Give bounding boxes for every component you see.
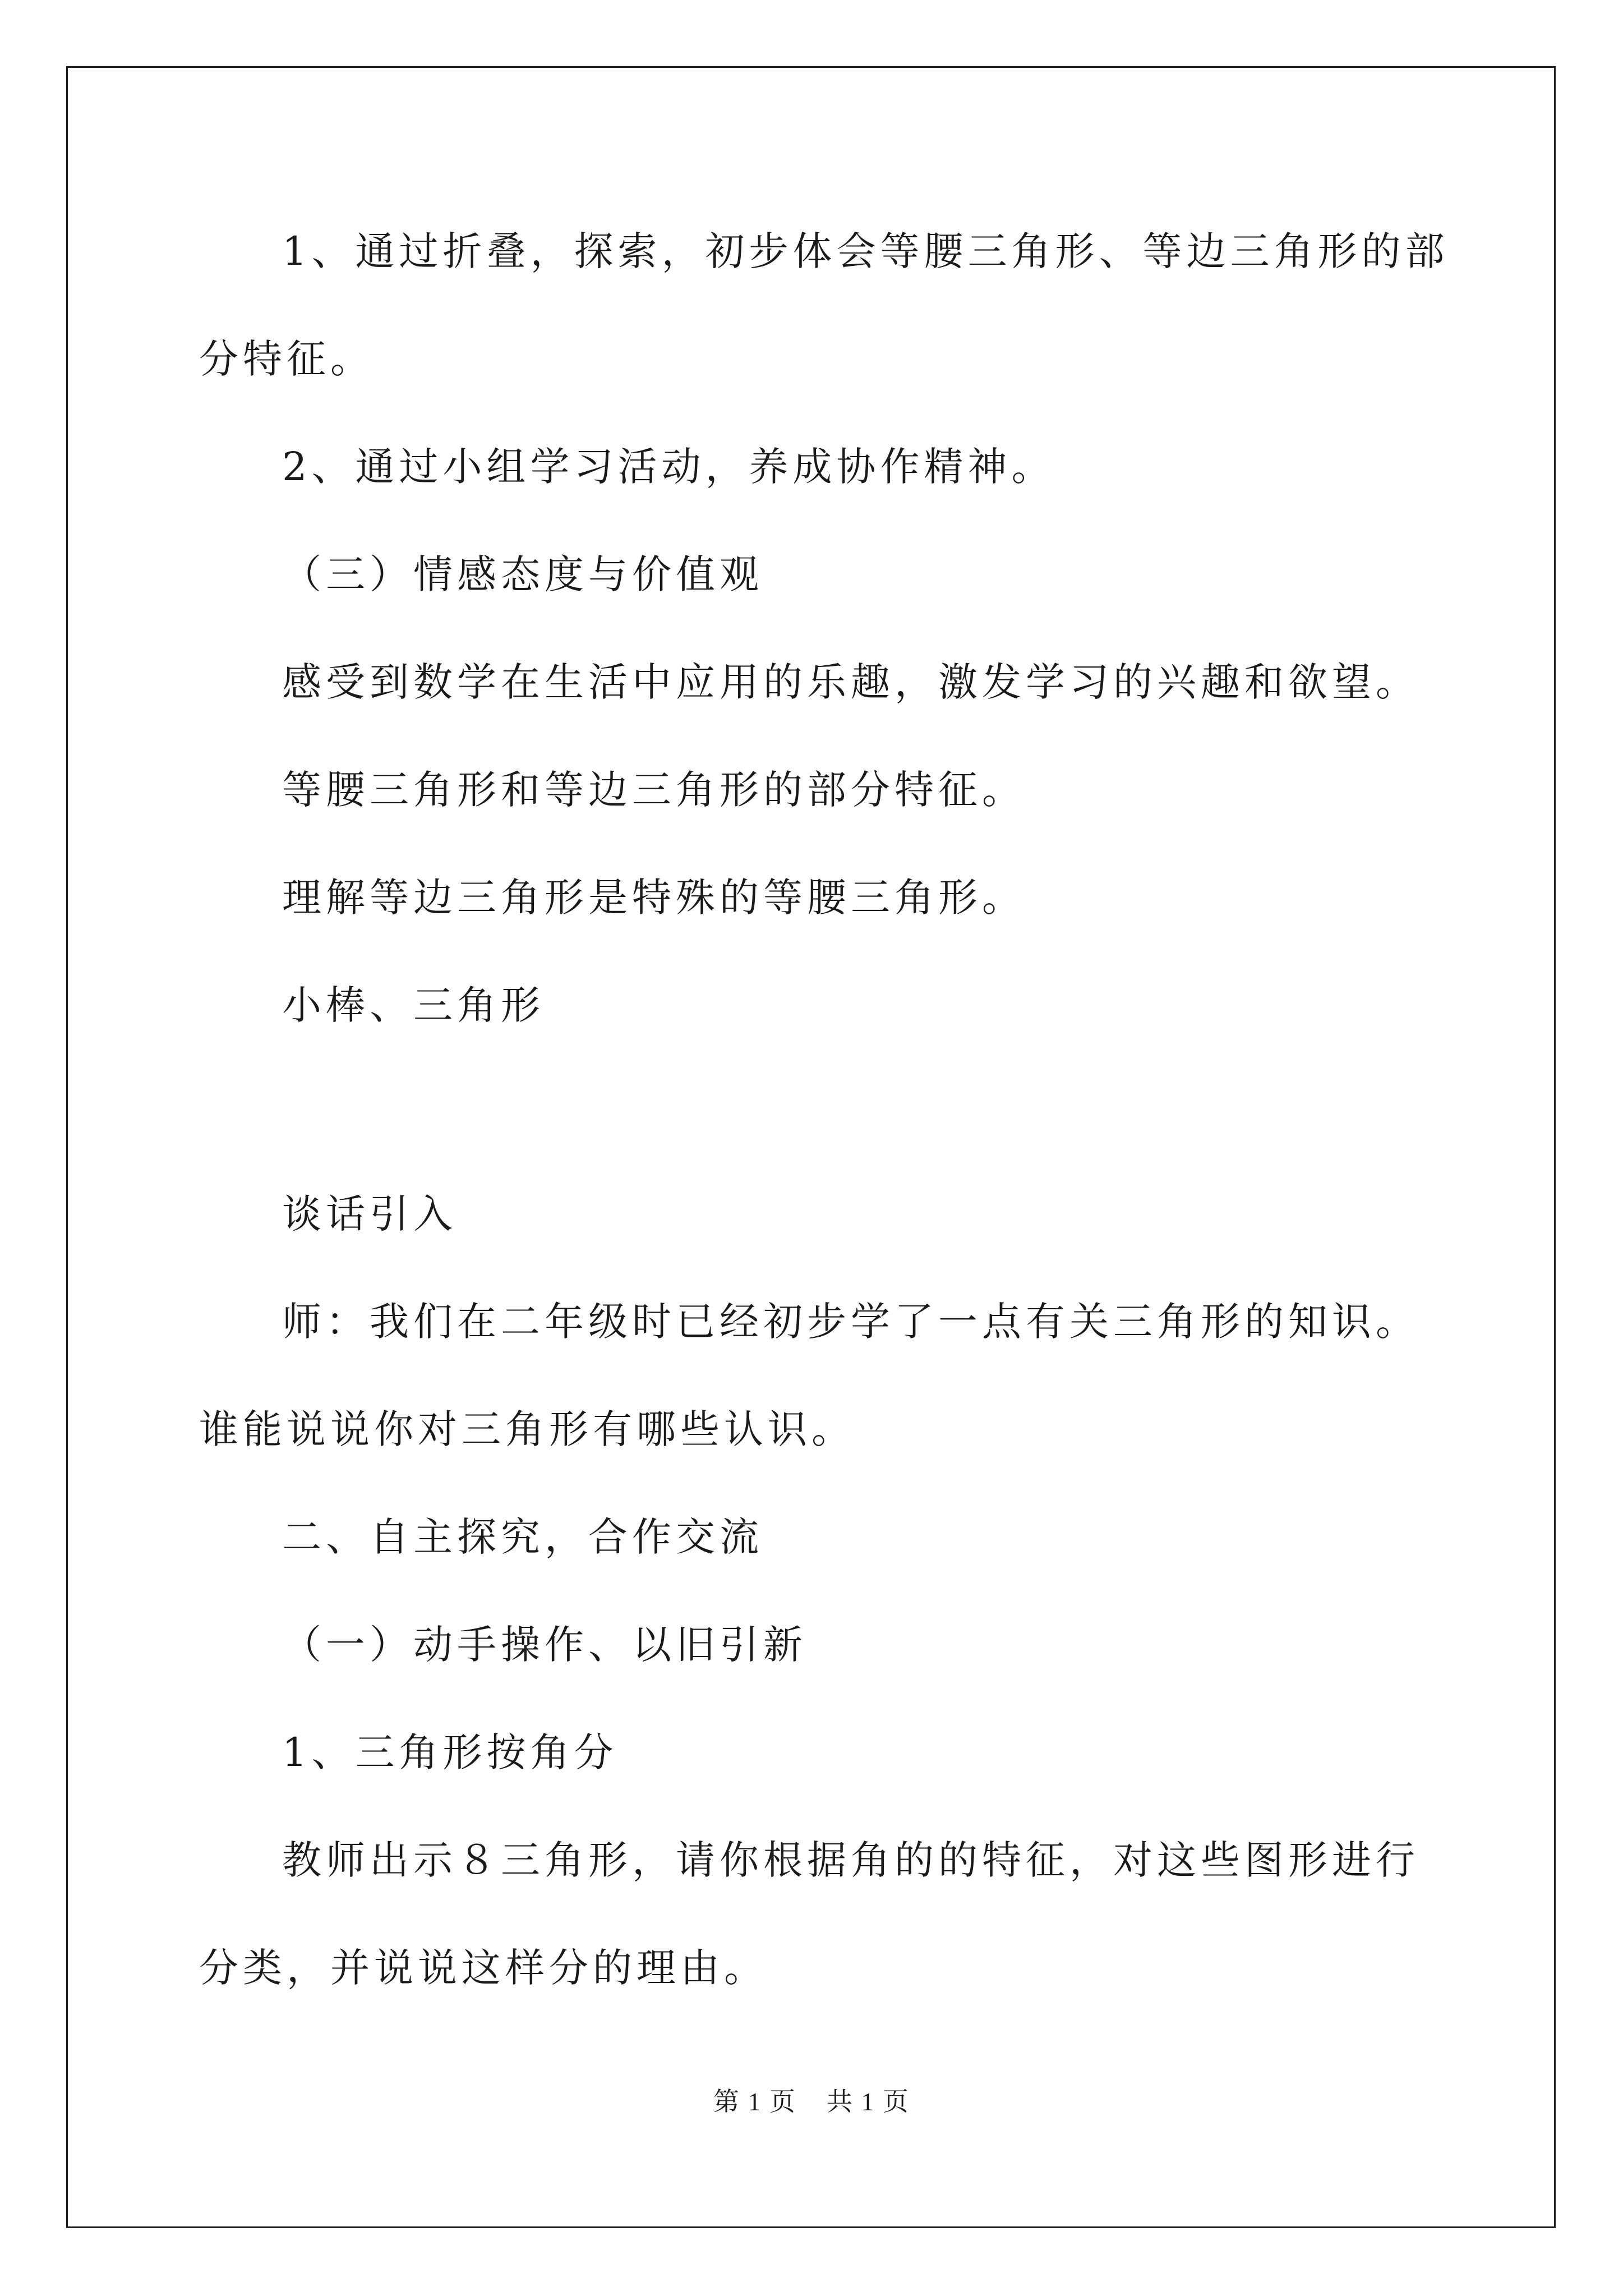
paragraph-2: 2、通过小组学习活动，养成协作精神。 — [282, 444, 1055, 490]
paragraph-1: 1、通过折叠，探索，初步体会等腰三角形、等边三角形的部分特征。 — [199, 228, 1449, 382]
paragraph-10: 二、自主探究，合作交流 — [282, 1514, 763, 1560]
paragraph-5: 等腰三角形和等边三角形的部分特征。 — [282, 767, 1026, 813]
paragraph-8: 谈话引入 — [282, 1191, 457, 1237]
paragraph-6: 理解等边三角形是特殊的等腰三角形。 — [282, 875, 1026, 921]
paragraph-9: 师：我们在二年级时已经初步学了一点有关三角形的知识。谁能说说你对三角形有哪些认识。 — [199, 1299, 1419, 1452]
paragraph-12: 1、三角形按角分 — [282, 1729, 618, 1775]
paragraph-7: 小棒、三角形 — [282, 982, 545, 1028]
paragraph-13: 教师出示８三角形，请你根据角的的特征，对这些图形进行分类，并说说这样分的理由。 — [199, 1837, 1419, 1991]
paragraph-3: （三）情感态度与价值观 — [282, 551, 763, 597]
page-footer: 第 1 页 共 1 页 — [713, 2087, 910, 2116]
paragraph-4: 感受到数学在生活中应用的乐趣，激发学习的兴趣和欲望。 — [282, 659, 1419, 705]
paragraph-11: （一）动手操作、以旧引新 — [282, 1622, 807, 1668]
